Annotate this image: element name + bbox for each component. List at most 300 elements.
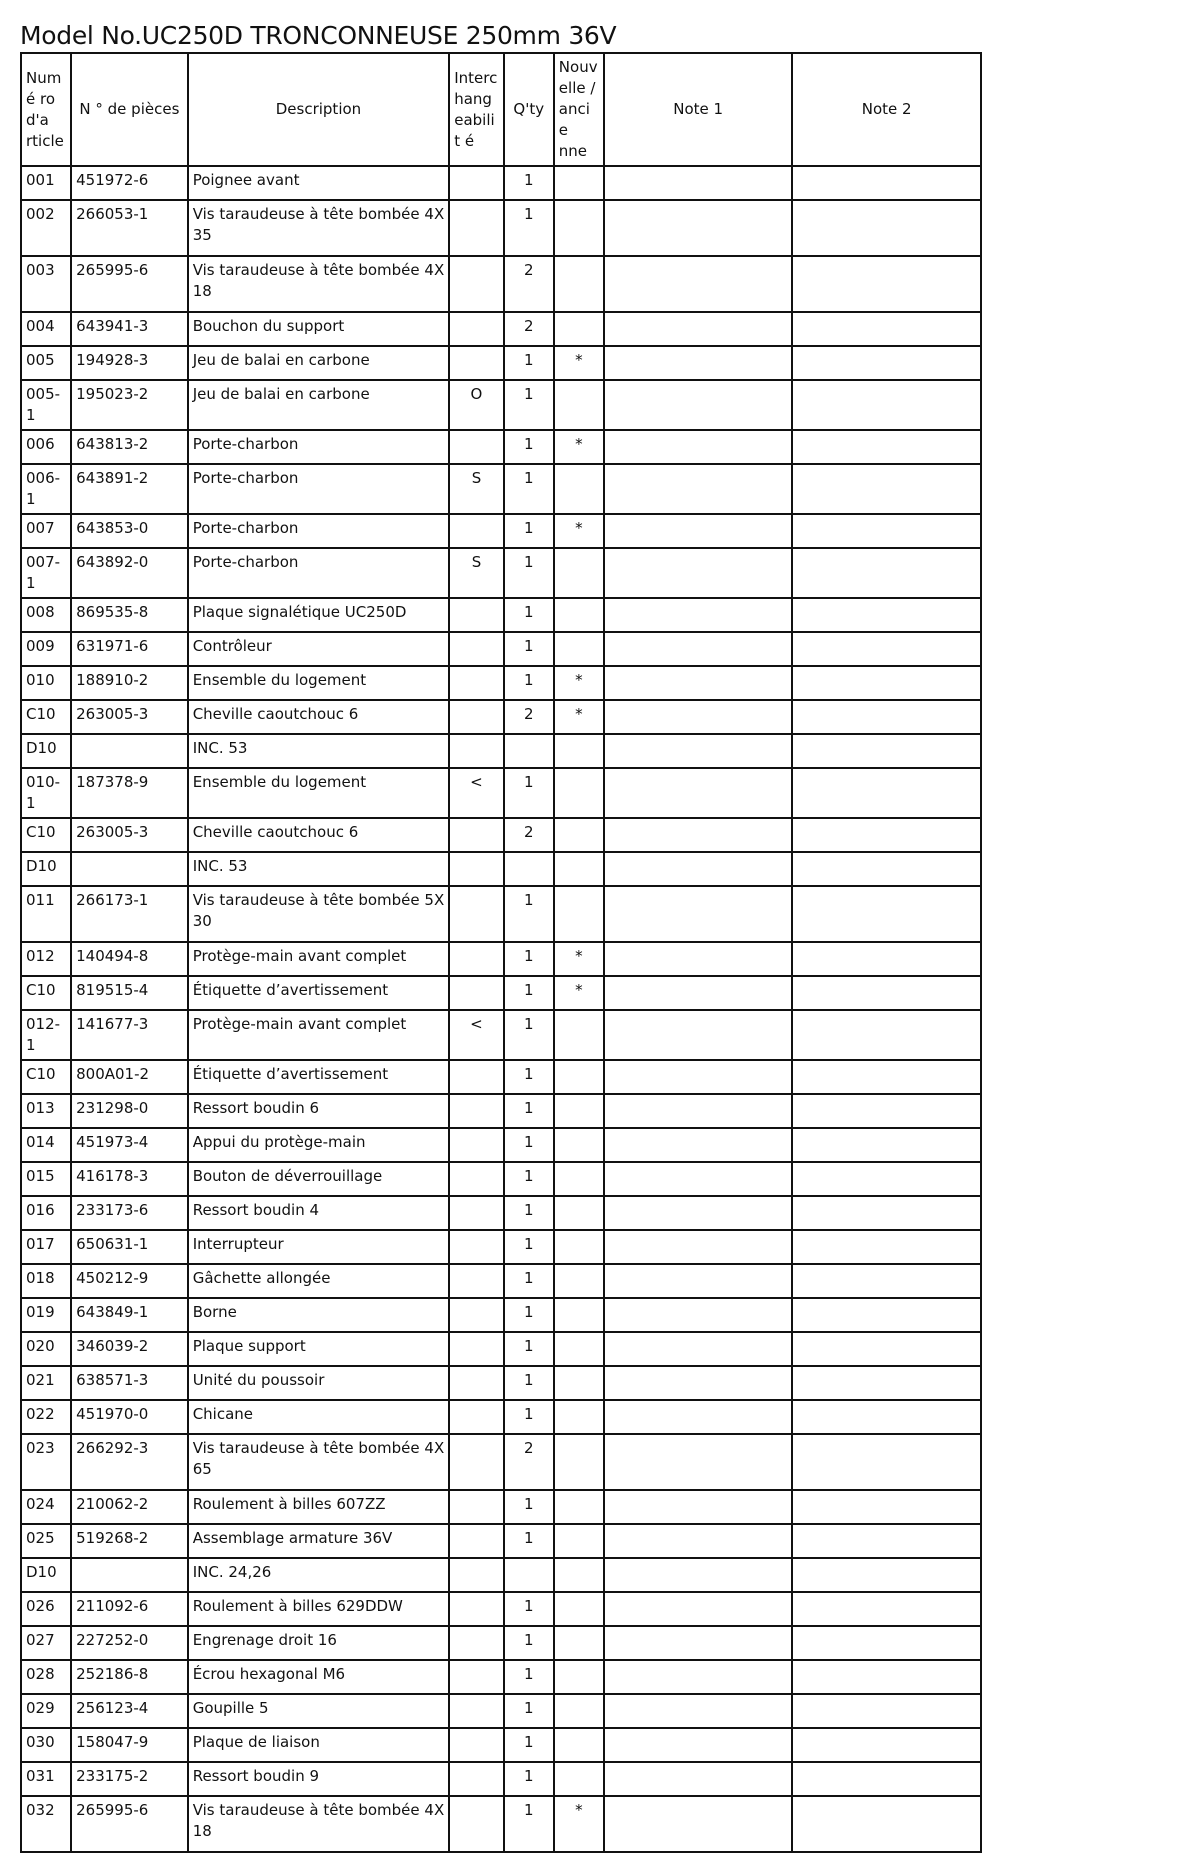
cell-new-old (554, 200, 604, 256)
cell-part-number: 346039-2 (71, 1332, 188, 1366)
cell-description: Bouton de déverrouillage (188, 1162, 450, 1196)
cell-interchangeability: S (449, 464, 503, 514)
cell-quantity: 1 (504, 548, 554, 598)
cell-note-2 (792, 598, 981, 632)
cell-item-number: 007 (21, 514, 71, 548)
cell-item-number: 005-1 (21, 380, 71, 430)
cell-part-number: 800A01-2 (71, 1060, 188, 1094)
cell-new-old: * (554, 514, 604, 548)
cell-interchangeability: S (449, 548, 503, 598)
table-row (21, 346, 981, 380)
cell-note-1 (604, 464, 793, 514)
cell-quantity: 1 (504, 942, 554, 976)
cell-new-old (554, 1196, 604, 1230)
cell-item-number: 028 (21, 1660, 71, 1694)
cell-interchangeability (449, 1490, 503, 1524)
cell-description: Vis taraudeuse à tête bombée 4X 35 (188, 200, 450, 256)
cell-note-2 (792, 1728, 981, 1762)
cell-note-2 (792, 1796, 981, 1852)
cell-note-1 (604, 1434, 793, 1490)
cell-new-old (554, 1400, 604, 1434)
cell-interchangeability (449, 1694, 503, 1728)
table-row (21, 1558, 981, 1592)
cell-new-old (554, 166, 604, 200)
cell-new-old (554, 1694, 604, 1728)
cell-note-2 (792, 548, 981, 598)
table-row (21, 1694, 981, 1728)
cell-item-number: 009 (21, 632, 71, 666)
cell-note-1 (604, 768, 793, 818)
cell-new-old (554, 548, 604, 598)
cell-item-number: 023 (21, 1434, 71, 1490)
cell-part-number: 451972-6 (71, 166, 188, 200)
cell-quantity: 1 (504, 976, 554, 1010)
cell-quantity: 1 (504, 1010, 554, 1060)
cell-part-number: 451973-4 (71, 1128, 188, 1162)
cell-quantity: 1 (504, 1694, 554, 1728)
cell-item-number: 006 (21, 430, 71, 464)
cell-new-old: * (554, 430, 604, 464)
cell-new-old: * (554, 942, 604, 976)
cell-item-number: 003 (21, 256, 71, 312)
cell-new-old (554, 1558, 604, 1592)
cell-new-old (554, 464, 604, 514)
cell-description: INC. 53 (188, 734, 450, 768)
cell-note-1 (604, 1128, 793, 1162)
cell-interchangeability (449, 1558, 503, 1592)
cell-quantity: 2 (504, 700, 554, 734)
cell-description: Poignee avant (188, 166, 450, 200)
cell-new-old (554, 1626, 604, 1660)
cell-interchangeability (449, 1434, 503, 1490)
cell-item-number: 020 (21, 1332, 71, 1366)
cell-quantity: 1 (504, 1524, 554, 1558)
cell-note-1 (604, 200, 793, 256)
cell-quantity: 1 (504, 886, 554, 942)
cell-quantity: 1 (504, 1230, 554, 1264)
cell-note-2 (792, 1010, 981, 1060)
cell-quantity: 1 (504, 1366, 554, 1400)
cell-description: Jeu de balai en carbone (188, 346, 450, 380)
cell-interchangeability (449, 1162, 503, 1196)
cell-quantity: 2 (504, 1434, 554, 1490)
table-row (21, 200, 981, 256)
cell-quantity: 1 (504, 768, 554, 818)
cell-item-number: 026 (21, 1592, 71, 1626)
cell-note-2 (792, 700, 981, 734)
cell-part-number: 158047-9 (71, 1728, 188, 1762)
cell-new-old (554, 1728, 604, 1762)
cell-note-1 (604, 666, 793, 700)
cell-note-1 (604, 1728, 793, 1762)
cell-part-number: 210062-2 (71, 1490, 188, 1524)
cell-note-1 (604, 1796, 793, 1852)
cell-description: Interrupteur (188, 1230, 450, 1264)
cell-interchangeability (449, 346, 503, 380)
cell-quantity: 1 (504, 666, 554, 700)
cell-item-number: 010-1 (21, 768, 71, 818)
cell-note-2 (792, 514, 981, 548)
cell-item-number: C10 (21, 976, 71, 1010)
cell-interchangeability (449, 1524, 503, 1558)
cell-part-number: 263005-3 (71, 700, 188, 734)
table-row (21, 1060, 981, 1094)
cell-note-1 (604, 514, 793, 548)
cell-new-old (554, 1094, 604, 1128)
cell-new-old (554, 1060, 604, 1094)
table-row (21, 548, 981, 598)
cell-interchangeability (449, 734, 503, 768)
table-row (21, 1162, 981, 1196)
table-row (21, 1230, 981, 1264)
cell-note-2 (792, 886, 981, 942)
cell-quantity (504, 852, 554, 886)
cell-interchangeability (449, 1626, 503, 1660)
cell-interchangeability: < (449, 768, 503, 818)
cell-description: Protège-main avant complet (188, 1010, 450, 1060)
cell-note-1 (604, 430, 793, 464)
table-row (21, 514, 981, 548)
cell-item-number: 024 (21, 1490, 71, 1524)
cell-new-old (554, 1162, 604, 1196)
cell-interchangeability (449, 886, 503, 942)
cell-note-1 (604, 548, 793, 598)
cell-note-1 (604, 976, 793, 1010)
cell-new-old (554, 380, 604, 430)
cell-part-number: 631971-6 (71, 632, 188, 666)
cell-quantity: 1 (504, 1762, 554, 1796)
cell-quantity: 1 (504, 166, 554, 200)
table-row (21, 1626, 981, 1660)
cell-note-1 (604, 818, 793, 852)
header-description: Description (188, 53, 450, 166)
cell-part-number: 519268-2 (71, 1524, 188, 1558)
cell-interchangeability (449, 700, 503, 734)
cell-part-number (71, 734, 188, 768)
cell-item-number: C10 (21, 700, 71, 734)
cell-note-1 (604, 1230, 793, 1264)
cell-note-2 (792, 430, 981, 464)
cell-description: Porte-charbon (188, 514, 450, 548)
header-note-1: Note 1 (604, 53, 793, 166)
header-note-2: Note 2 (792, 53, 981, 166)
cell-part-number: 819515-4 (71, 976, 188, 1010)
cell-note-1 (604, 1524, 793, 1558)
cell-note-2 (792, 346, 981, 380)
cell-note-1 (604, 1010, 793, 1060)
cell-item-number: C10 (21, 818, 71, 852)
cell-quantity: 1 (504, 1592, 554, 1626)
cell-description: Porte-charbon (188, 464, 450, 514)
table-row (21, 700, 981, 734)
parts-table-body (21, 166, 981, 1852)
cell-note-2 (792, 1524, 981, 1558)
cell-interchangeability (449, 312, 503, 346)
cell-note-2 (792, 1264, 981, 1298)
cell-interchangeability (449, 430, 503, 464)
cell-note-2 (792, 380, 981, 430)
cell-interchangeability (449, 666, 503, 700)
cell-quantity: 1 (504, 1264, 554, 1298)
cell-note-1 (604, 1490, 793, 1524)
cell-note-2 (792, 1626, 981, 1660)
cell-interchangeability (449, 852, 503, 886)
cell-description: Vis taraudeuse à tête bombée 5X 30 (188, 886, 450, 942)
cell-item-number: 006-1 (21, 464, 71, 514)
table-row (21, 942, 981, 976)
parts-table (20, 52, 982, 1853)
cell-new-old (554, 1524, 604, 1558)
cell-interchangeability (449, 1762, 503, 1796)
cell-quantity (504, 734, 554, 768)
cell-note-1 (604, 346, 793, 380)
cell-item-number: C10 (21, 1060, 71, 1094)
cell-interchangeability: < (449, 1010, 503, 1060)
cell-quantity: 2 (504, 256, 554, 312)
cell-item-number: 025 (21, 1524, 71, 1558)
table-row (21, 1490, 981, 1524)
cell-item-number: D10 (21, 734, 71, 768)
cell-new-old (554, 1366, 604, 1400)
table-row (21, 1094, 981, 1128)
table-row (21, 312, 981, 346)
cell-description: Plaque support (188, 1332, 450, 1366)
table-row (21, 1366, 981, 1400)
cell-item-number: 019 (21, 1298, 71, 1332)
cell-new-old (554, 852, 604, 886)
cell-interchangeability (449, 1796, 503, 1852)
cell-new-old: * (554, 346, 604, 380)
cell-part-number: 233175-2 (71, 1762, 188, 1796)
cell-interchangeability (449, 1366, 503, 1400)
cell-item-number: 029 (21, 1694, 71, 1728)
header-item-number: Numé ro d'a rticle (21, 53, 71, 166)
cell-new-old (554, 1490, 604, 1524)
cell-note-1 (604, 852, 793, 886)
cell-note-2 (792, 1060, 981, 1094)
cell-note-2 (792, 312, 981, 346)
cell-quantity: 1 (504, 1332, 554, 1366)
cell-description: Contrôleur (188, 632, 450, 666)
cell-item-number: 002 (21, 200, 71, 256)
table-row (21, 768, 981, 818)
cell-quantity (504, 1558, 554, 1592)
cell-note-1 (604, 734, 793, 768)
cell-note-2 (792, 1434, 981, 1490)
table-row (21, 666, 981, 700)
cell-note-1 (604, 1762, 793, 1796)
cell-item-number: 016 (21, 1196, 71, 1230)
cell-note-1 (604, 1558, 793, 1592)
cell-description: Roulement à billes 629DDW (188, 1592, 450, 1626)
cell-new-old: * (554, 1796, 604, 1852)
cell-quantity: 1 (504, 1162, 554, 1196)
cell-quantity: 1 (504, 1128, 554, 1162)
cell-interchangeability (449, 1060, 503, 1094)
cell-note-2 (792, 734, 981, 768)
table-row (21, 1332, 981, 1366)
cell-description: Ressort boudin 6 (188, 1094, 450, 1128)
cell-note-1 (604, 256, 793, 312)
cell-description: Vis taraudeuse à tête bombée 4X 18 (188, 1796, 450, 1852)
cell-part-number: 643891-2 (71, 464, 188, 514)
cell-item-number: 027 (21, 1626, 71, 1660)
cell-quantity: 1 (504, 1060, 554, 1094)
cell-description: Étiquette d’avertissement (188, 976, 450, 1010)
cell-quantity: 1 (504, 464, 554, 514)
cell-note-2 (792, 818, 981, 852)
cell-note-2 (792, 632, 981, 666)
table-row (21, 430, 981, 464)
cell-note-2 (792, 1094, 981, 1128)
table-row (21, 1196, 981, 1230)
cell-note-2 (792, 1196, 981, 1230)
cell-part-number: 252186-8 (71, 1660, 188, 1694)
cell-quantity: 1 (504, 1298, 554, 1332)
cell-description: Assemblage armature 36V (188, 1524, 450, 1558)
cell-new-old (554, 1332, 604, 1366)
cell-new-old: * (554, 666, 604, 700)
cell-new-old: * (554, 700, 604, 734)
cell-part-number: 266053-1 (71, 200, 188, 256)
cell-note-1 (604, 1592, 793, 1626)
cell-new-old (554, 1010, 604, 1060)
table-row (21, 734, 981, 768)
table-row (21, 1434, 981, 1490)
cell-new-old (554, 256, 604, 312)
cell-item-number: 008 (21, 598, 71, 632)
cell-new-old (554, 598, 604, 632)
cell-quantity: 1 (504, 1400, 554, 1434)
cell-new-old (554, 1762, 604, 1796)
cell-part-number: 211092-6 (71, 1592, 188, 1626)
cell-interchangeability (449, 1264, 503, 1298)
cell-description: INC. 24,26 (188, 1558, 450, 1592)
cell-note-2 (792, 666, 981, 700)
cell-interchangeability (449, 256, 503, 312)
table-row (21, 1264, 981, 1298)
cell-description: Gâchette allongée (188, 1264, 450, 1298)
cell-part-number: 266173-1 (71, 886, 188, 942)
cell-description: Cheville caoutchouc 6 (188, 818, 450, 852)
cell-part-number: 265995-6 (71, 1796, 188, 1852)
cell-note-2 (792, 1592, 981, 1626)
cell-note-1 (604, 312, 793, 346)
cell-note-2 (792, 942, 981, 976)
cell-part-number: 195023-2 (71, 380, 188, 430)
table-row (21, 1128, 981, 1162)
cell-new-old (554, 1592, 604, 1626)
cell-description: Chicane (188, 1400, 450, 1434)
cell-item-number: 015 (21, 1162, 71, 1196)
cell-new-old (554, 1660, 604, 1694)
cell-quantity: 1 (504, 346, 554, 380)
cell-part-number (71, 852, 188, 886)
cell-new-old (554, 1128, 604, 1162)
cell-new-old (554, 768, 604, 818)
cell-item-number: D10 (21, 852, 71, 886)
cell-quantity: 1 (504, 1728, 554, 1762)
table-row (21, 166, 981, 200)
cell-item-number: 010 (21, 666, 71, 700)
cell-quantity: 1 (504, 380, 554, 430)
cell-description: INC. 53 (188, 852, 450, 886)
cell-description: Plaque de liaison (188, 1728, 450, 1762)
cell-note-1 (604, 886, 793, 942)
cell-part-number (71, 1558, 188, 1592)
table-row (21, 1796, 981, 1852)
cell-item-number: 005 (21, 346, 71, 380)
cell-note-2 (792, 976, 981, 1010)
header-new-old: Nouv elle / ancie nne (554, 53, 604, 166)
cell-part-number: 450212-9 (71, 1264, 188, 1298)
cell-interchangeability (449, 942, 503, 976)
cell-new-old (554, 1230, 604, 1264)
cell-part-number: 643853-0 (71, 514, 188, 548)
cell-quantity: 1 (504, 200, 554, 256)
cell-note-2 (792, 256, 981, 312)
cell-part-number: 194928-3 (71, 346, 188, 380)
cell-description: Écrou hexagonal M6 (188, 1660, 450, 1694)
cell-note-1 (604, 1400, 793, 1434)
cell-quantity: 1 (504, 1196, 554, 1230)
cell-item-number: 007-1 (21, 548, 71, 598)
cell-part-number: 263005-3 (71, 818, 188, 852)
cell-interchangeability (449, 1332, 503, 1366)
cell-description: Ressort boudin 4 (188, 1196, 450, 1230)
cell-note-1 (604, 1162, 793, 1196)
cell-part-number: 140494-8 (71, 942, 188, 976)
cell-interchangeability (449, 166, 503, 200)
cell-part-number: 416178-3 (71, 1162, 188, 1196)
cell-item-number: 004 (21, 312, 71, 346)
table-row (21, 1400, 981, 1434)
cell-description: Roulement à billes 607ZZ (188, 1490, 450, 1524)
cell-description: Borne (188, 1298, 450, 1332)
cell-item-number: 032 (21, 1796, 71, 1852)
cell-part-number: 187378-9 (71, 768, 188, 818)
cell-note-1 (604, 1332, 793, 1366)
cell-description: Bouchon du support (188, 312, 450, 346)
cell-note-2 (792, 1558, 981, 1592)
cell-new-old (554, 734, 604, 768)
cell-interchangeability (449, 1592, 503, 1626)
cell-note-1 (604, 942, 793, 976)
cell-description: Ressort boudin 9 (188, 1762, 450, 1796)
cell-note-1 (604, 1094, 793, 1128)
cell-note-1 (604, 380, 793, 430)
cell-note-1 (604, 1264, 793, 1298)
cell-note-1 (604, 1196, 793, 1230)
cell-part-number: 643892-0 (71, 548, 188, 598)
cell-part-number: 643813-2 (71, 430, 188, 464)
cell-new-old: * (554, 976, 604, 1010)
cell-note-1 (604, 700, 793, 734)
cell-item-number: 012-1 (21, 1010, 71, 1060)
cell-item-number: 012 (21, 942, 71, 976)
cell-quantity: 1 (504, 1626, 554, 1660)
cell-note-1 (604, 1060, 793, 1094)
cell-quantity: 1 (504, 1094, 554, 1128)
cell-item-number: 022 (21, 1400, 71, 1434)
header-interchangeability: Interc hang eabilit é (449, 53, 503, 166)
table-row (21, 1728, 981, 1762)
cell-note-2 (792, 166, 981, 200)
table-row (21, 632, 981, 666)
cell-item-number: 011 (21, 886, 71, 942)
cell-part-number: 265995-6 (71, 256, 188, 312)
cell-interchangeability (449, 1128, 503, 1162)
